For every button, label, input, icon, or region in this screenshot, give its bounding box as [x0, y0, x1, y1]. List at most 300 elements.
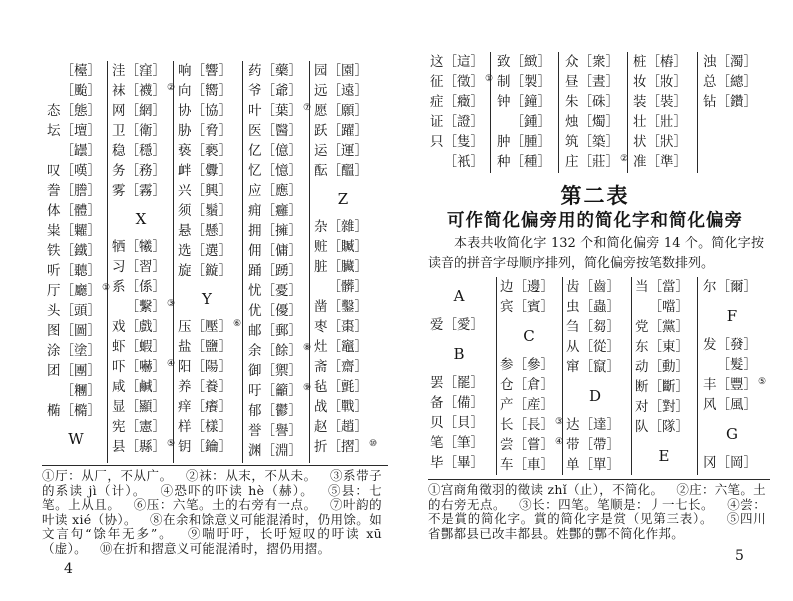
bracket-close: ］ — [606, 339, 620, 355]
table-column — [112, 61, 176, 457]
traditional-char: 謄 — [74, 183, 88, 199]
bracket-open: ［ — [125, 359, 139, 375]
footnote-ref: ⑤ — [167, 438, 176, 449]
bracket-close: ］ — [605, 114, 619, 130]
traditional-char: 斷 — [662, 379, 676, 395]
table-entry — [635, 417, 695, 437]
footnote-mark: ① — [428, 482, 441, 497]
bracket-open: ［ — [327, 399, 341, 415]
table-entry — [248, 61, 308, 81]
bracket-close: ］ — [354, 359, 368, 375]
bracket-close: ］ — [540, 279, 554, 295]
bracket-open: ［ — [648, 279, 662, 295]
bracket-close: ］ — [288, 423, 302, 439]
simplified-char: 笔 — [430, 435, 444, 451]
traditional-char: 習 — [139, 259, 153, 275]
traditional-char: 憂 — [275, 283, 289, 299]
bracket-close: ］ — [152, 259, 166, 275]
footnote — [134, 497, 317, 512]
footnote-ref: ③ — [555, 416, 564, 427]
traditional-char: 協 — [205, 103, 219, 119]
simplified-char: 悬 — [178, 223, 192, 239]
bracket-close: ］ — [152, 83, 166, 99]
simplified-char: 痒 — [178, 399, 192, 415]
traditional-char: 證 — [457, 114, 471, 130]
table-entry — [112, 257, 172, 277]
bracket-open: ［ — [443, 395, 457, 411]
table-column — [178, 61, 242, 457]
bracket-close: ］ — [675, 359, 689, 375]
bracket-close: ］ — [152, 439, 166, 455]
table-entry — [430, 112, 490, 132]
bracket-close: ］ — [288, 203, 302, 219]
table-two — [397, 277, 793, 475]
simplified-char: 忆 — [248, 163, 262, 179]
bracket-open: ［ — [513, 437, 527, 453]
simplified-char: 袜 — [112, 83, 126, 99]
bracket-open: ［ — [578, 54, 592, 70]
footnote-text: 在折和摺意义可能混淆时，摺仍用摺。 — [112, 540, 331, 556]
footnote-ref: ⑥ — [233, 318, 242, 329]
bracket-close: ］ — [354, 279, 368, 295]
bracket-close: ］ — [87, 283, 101, 299]
simplified-char: 壮 — [633, 114, 647, 130]
traditional-char: 氈 — [341, 379, 355, 395]
traditional-char: 鬱 — [275, 403, 289, 419]
table-entry — [112, 317, 172, 337]
table-column — [703, 277, 767, 473]
traditional-char: 頭 — [74, 303, 88, 319]
simplified-char: 誉 — [248, 423, 262, 439]
bracket-close: ］ — [288, 143, 302, 159]
bracket-open: ［ — [261, 343, 275, 359]
table-entry — [430, 433, 490, 453]
bracket-open: ［ — [327, 143, 341, 159]
table-entry — [248, 261, 308, 281]
traditional-char: 燭 — [592, 114, 606, 130]
traditional-char: 蟲 — [593, 299, 607, 315]
bracket-close: ］ — [743, 74, 757, 90]
table-entry — [112, 377, 172, 397]
bracket-close: ］ — [218, 399, 232, 415]
bracket-open: ［ — [191, 123, 205, 139]
bracket-open: ［ — [510, 154, 524, 170]
bracket-open: ［ — [443, 134, 457, 150]
traditional-char: 園 — [341, 63, 355, 79]
bracket-close: ］ — [606, 299, 620, 315]
simplified-char: 妆 — [633, 74, 647, 90]
bracket-close: ］ — [743, 94, 757, 110]
simplified-char: 忧 — [248, 283, 262, 299]
footnote-text: 县：七笔。上从且。 — [42, 482, 382, 512]
bracket-close: ］ — [606, 457, 620, 473]
traditional-char: 竈 — [341, 339, 355, 355]
bracket-close: ］ — [606, 359, 620, 375]
simplified-char: 听 — [47, 263, 61, 279]
table-entry — [47, 201, 107, 221]
traditional-char: 狀 — [660, 134, 674, 150]
table-entry — [248, 381, 312, 401]
simplified-char: 态 — [47, 103, 61, 119]
simplified-char: 叶 — [248, 103, 262, 119]
traditional-char: 聽 — [74, 263, 88, 279]
simplified-char: 佣 — [248, 243, 262, 259]
bracket-open: ［ — [327, 299, 341, 315]
footnote-ref: ③ — [167, 298, 176, 309]
bracket-close: ］ — [540, 299, 554, 315]
traditional-char: 戰 — [341, 399, 355, 415]
traditional-char: 參 — [527, 357, 541, 373]
bracket-close: ］ — [675, 319, 689, 335]
bracket-close: ］ — [537, 54, 551, 70]
table-entry — [178, 181, 238, 201]
bracket-close: ］ — [218, 183, 232, 199]
bracket-close: ］ — [540, 457, 554, 473]
table-entry — [566, 415, 626, 435]
bracket-close: ］ — [605, 74, 619, 90]
bracket-open: ［ — [125, 259, 139, 275]
bracket-close: ］ — [540, 397, 554, 413]
table-entry — [112, 277, 172, 297]
bracket-close: ］ — [87, 83, 101, 99]
simplified-char: 应 — [248, 183, 262, 199]
table-column — [314, 61, 378, 457]
traditional-char: 雜 — [341, 219, 355, 235]
traditional-char: 鐵 — [74, 243, 88, 259]
bracket-close: ］ — [87, 203, 101, 219]
table-entry — [112, 121, 172, 141]
traditional-char: 齋 — [341, 359, 355, 375]
simplified-char: 旋 — [178, 263, 192, 279]
bracket-open: ［ — [60, 323, 74, 339]
simplified-char: 愿 — [314, 103, 328, 119]
bracket-close: ］ — [87, 63, 101, 79]
column-divider — [697, 277, 698, 475]
bracket-close: ］ — [470, 54, 484, 70]
bracket-open: ［ — [261, 443, 275, 459]
bracket-open: ［ — [125, 83, 139, 99]
table-entry — [47, 221, 107, 241]
traditional-char: 豐 — [730, 377, 744, 393]
table-entry — [500, 455, 560, 475]
table-entry — [633, 72, 693, 92]
traditional-char: 岡 — [730, 455, 744, 471]
table-column — [565, 52, 629, 172]
table-entry — [47, 301, 107, 321]
bracket-close: ］ — [354, 219, 368, 235]
simplified-char: 咸 — [112, 379, 126, 395]
bracket-close: ］ — [540, 417, 554, 433]
bracket-close: ］ — [87, 403, 101, 419]
traditional-char: 戲 — [139, 319, 153, 335]
table-entry — [47, 141, 107, 161]
footnote-text: 厅：从厂，不从广。 — [55, 468, 173, 483]
table-entry — [178, 397, 238, 417]
simplified-char: 优 — [248, 303, 262, 319]
simplified-char: 队 — [635, 419, 649, 435]
table-entry — [635, 317, 695, 337]
bracket-close: ］ — [743, 455, 757, 471]
traditional-char: 腫 — [524, 134, 538, 150]
bracket-open: ［ — [510, 54, 524, 70]
bracket-close: ］ — [218, 263, 232, 279]
bracket-open: ［ — [513, 357, 527, 373]
bracket-close: ］ — [537, 154, 551, 170]
bracket-open: ［ — [125, 279, 139, 295]
traditional-char: 邊 — [527, 279, 541, 295]
simplified-char: 虾 — [112, 339, 126, 355]
table-entry — [635, 377, 695, 397]
table-entry — [314, 337, 374, 357]
simplified-char: 兴 — [178, 183, 192, 199]
table-entry — [248, 201, 308, 221]
bracket-open: ［ — [443, 114, 457, 130]
simplified-char: 药 — [248, 63, 262, 79]
table-column — [47, 61, 111, 457]
simplified-char: 达 — [566, 417, 580, 433]
bracket-open: ［ — [327, 63, 341, 79]
table-entry — [248, 121, 308, 141]
traditional-char: 郵 — [275, 323, 289, 339]
bracket-open: ［ — [191, 359, 205, 375]
bracket-close: ］ — [152, 279, 166, 295]
table-entry — [566, 337, 626, 357]
simplified-char: 邮 — [248, 323, 262, 339]
table-entry — [47, 341, 107, 361]
footnote-mark: ④ — [727, 496, 741, 512]
table-entry — [430, 373, 490, 393]
table-entry — [314, 377, 374, 397]
simplified-char: 种 — [497, 154, 511, 170]
traditional-char: 濁 — [730, 54, 744, 70]
simplified-char: 务 — [112, 163, 126, 179]
footnote-mark: ③ — [329, 468, 344, 483]
simplified-char: 卫 — [112, 123, 126, 139]
traditional-char: 製 — [524, 74, 538, 90]
table-entry — [314, 437, 378, 457]
table-entry — [430, 413, 490, 433]
traditional-char: 鑽 — [730, 94, 744, 110]
simplified-char: 战 — [314, 399, 328, 415]
bracket-close: ］ — [288, 303, 302, 319]
traditional-char: 鹹 — [139, 379, 153, 395]
bracket-close: ］ — [152, 103, 166, 119]
bracket-close: ］ — [354, 123, 368, 139]
pinyin-letter-heading: D — [588, 387, 602, 405]
traditional-char: 鹽 — [205, 339, 219, 355]
simplified-char: 桩 — [633, 54, 647, 70]
table-entry — [314, 217, 374, 237]
simplified-char: 运 — [314, 143, 328, 159]
bracket-open: ［ — [191, 163, 205, 179]
bracket-close: ］ — [537, 134, 551, 150]
bracket-open: ［ — [261, 303, 275, 319]
bracket-close: ］ — [605, 154, 619, 170]
simplified-char: 养 — [178, 379, 192, 395]
table-entry — [430, 315, 490, 335]
traditional-char: 達 — [593, 417, 607, 433]
simplified-character-table — [0, 61, 396, 463]
bracket-open: ［ — [443, 94, 457, 110]
simplified-char: 刍 — [566, 319, 580, 335]
traditional-char: 鐘 — [524, 94, 538, 110]
table-entry — [314, 417, 374, 437]
bracket-close: ］ — [470, 114, 484, 130]
bracket-close: ］ — [152, 399, 166, 415]
table-entry — [565, 92, 625, 112]
bracket-open: ［ — [261, 243, 275, 259]
bracket-close: ］ — [470, 395, 484, 411]
bracket-open: ［ — [191, 223, 205, 239]
traditional-char: 裝 — [660, 94, 674, 110]
simplified-char: 牺 — [112, 239, 126, 255]
simplified-char: 车 — [500, 457, 514, 473]
table-entry — [500, 355, 560, 375]
bracket-close: ］ — [218, 143, 232, 159]
bracket-close: ］ — [743, 397, 757, 413]
bracket-open: ［ — [60, 63, 74, 79]
bracket-open: ［ — [579, 359, 593, 375]
bracket-open: ［ — [648, 299, 662, 315]
table-entry — [112, 61, 172, 81]
bracket-open: ［ — [191, 143, 205, 159]
footnote-ref: ① — [102, 282, 111, 293]
simplified-char: 众 — [565, 54, 579, 70]
bracket-open: ［ — [578, 74, 592, 90]
simplified-char: 朱 — [565, 94, 579, 110]
bracket-open: ［ — [513, 397, 527, 413]
bracket-open: ［ — [191, 103, 205, 119]
bracket-open: ［ — [443, 154, 457, 170]
traditional-char: 癢 — [205, 399, 219, 415]
bracket-open: ［ — [578, 94, 592, 110]
bracket-open: ［ — [60, 243, 74, 259]
traditional-char: 態 — [74, 103, 88, 119]
footnote-text: 宫商角徵羽的徵读 zhǐ（止），不简化。 — [440, 482, 664, 497]
bracket-open: ［ — [327, 219, 341, 235]
bracket-open: ［ — [327, 163, 341, 179]
traditional-char: 糰 — [74, 383, 88, 399]
bracket-open: ［ — [648, 359, 662, 375]
pinyin-letter-heading: C — [523, 327, 535, 345]
traditional-char: 陽 — [205, 359, 219, 375]
simplified-char: 钻 — [703, 94, 717, 110]
traditional-char: 嘆 — [74, 163, 88, 179]
bracket-open: ［ — [191, 83, 205, 99]
table-entry — [178, 81, 238, 101]
table-entry — [178, 241, 238, 261]
bracket-open: ［ — [327, 439, 341, 455]
traditional-char: 壇 — [74, 123, 88, 139]
footnote-mark: ② — [676, 482, 690, 497]
traditional-char: 嘗 — [527, 437, 541, 453]
column-divider — [631, 277, 632, 475]
bracket-close: ］ — [218, 83, 232, 99]
simplified-char: 亵 — [178, 143, 192, 159]
simplified-char: 爱 — [430, 317, 444, 333]
bracket-close: ］ — [218, 203, 232, 219]
table-entry — [248, 81, 308, 101]
footnote — [428, 482, 663, 497]
bracket-open: ［ — [261, 143, 275, 159]
bracket-open: ［ — [191, 419, 205, 435]
table-entry — [497, 112, 557, 132]
bracket-close: ］ — [152, 339, 166, 355]
traditional-char: 團 — [74, 363, 88, 379]
bracket-open: ［ — [191, 379, 205, 395]
table-entry — [112, 437, 176, 457]
traditional-char: 藥 — [275, 63, 289, 79]
bracket-close: ］ — [87, 263, 101, 279]
traditional-char: 發 — [730, 337, 744, 353]
traditional-char: 晝 — [592, 74, 606, 90]
traditional-char: 繫 — [139, 299, 153, 315]
bracket-open: ［ — [60, 383, 74, 399]
bracket-open: ［ — [513, 299, 527, 315]
bracket-close: ］ — [87, 363, 101, 379]
traditional-char: 塗 — [74, 343, 88, 359]
bracket-open: ［ — [327, 339, 341, 355]
table-subtitle: 可作简化偏旁用的简化字和简化偏旁 — [447, 211, 743, 231]
table-entry — [566, 317, 626, 337]
table-entry — [635, 277, 695, 297]
simplified-char: 酝 — [314, 163, 328, 179]
bracket-close: ］ — [675, 299, 689, 315]
bracket-open: ［ — [579, 457, 593, 473]
simplified-char: 折 — [314, 439, 328, 455]
bracket-open: ［ — [648, 419, 662, 435]
simplified-char: 尝 — [500, 437, 514, 453]
bracket-open: ［ — [578, 154, 592, 170]
table-entry — [566, 277, 626, 297]
bracket-close: ］ — [470, 415, 484, 431]
bracket-close: ］ — [218, 339, 232, 355]
traditional-char: 糶 — [74, 223, 88, 239]
bracket-close: ］ — [288, 103, 302, 119]
bracket-open: ［ — [716, 357, 730, 373]
bracket-open: ［ — [716, 94, 730, 110]
simplified-char: 这 — [430, 54, 444, 70]
simplified-char: 痈 — [248, 203, 262, 219]
table-entry — [178, 261, 238, 281]
traditional-char: 務 — [139, 163, 153, 179]
footnote — [519, 497, 714, 512]
pinyin-letter-heading: E — [658, 447, 670, 465]
simplified-char: 备 — [430, 395, 444, 411]
bracket-open: ［ — [327, 279, 341, 295]
traditional-char: 優 — [275, 303, 289, 319]
traditional-char: 爾 — [730, 279, 744, 295]
traditional-char: 懸 — [205, 223, 219, 239]
traditional-char: 竄 — [593, 359, 607, 375]
footnote-text: 压：六笔。土的右旁有一点。 — [146, 497, 317, 512]
table-entry — [178, 357, 238, 377]
table-entry — [47, 241, 107, 261]
table-entry — [314, 161, 374, 181]
traditional-char: 爺 — [275, 83, 289, 99]
traditional-char: 醫 — [275, 123, 289, 139]
bracket-open: ［ — [646, 94, 660, 110]
simplified-char: 毡 — [314, 379, 328, 395]
simplified-char: 肿 — [497, 134, 511, 150]
bracket-open: ［ — [648, 399, 662, 415]
bracket-close: ］ — [537, 94, 551, 110]
traditional-char: 貝 — [457, 415, 471, 431]
bracket-close: ］ — [288, 343, 302, 359]
traditional-char: 遠 — [341, 83, 355, 99]
traditional-char: 億 — [275, 143, 289, 159]
simplified-char: 窜 — [566, 359, 580, 375]
